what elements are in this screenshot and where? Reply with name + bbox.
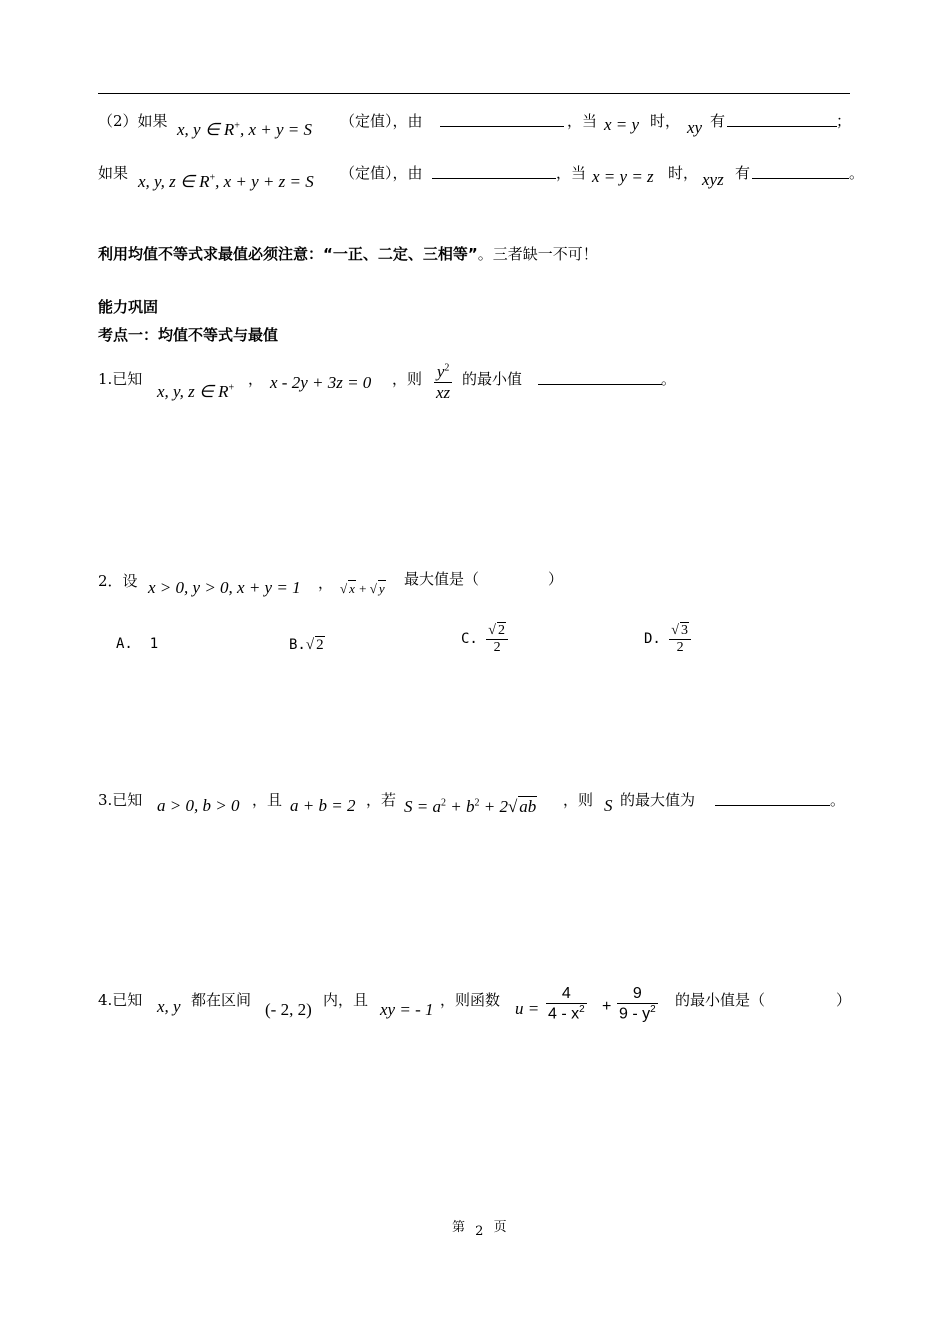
footer-post: 页	[493, 1220, 507, 1235]
item-3-when: ，当	[556, 164, 587, 182]
item-3-blank-1[interactable]	[432, 164, 556, 179]
item-2-end: ；	[836, 112, 852, 130]
q4-and: 内，且	[323, 991, 369, 1009]
item-3-time: 时，	[668, 164, 699, 182]
item-2-time: 时，	[650, 112, 681, 130]
q1-fraction: $\frac{y^2}{xz}$	[436, 362, 451, 402]
q4-plus: +	[602, 998, 612, 1015]
q3-label: 3.已知	[98, 791, 143, 809]
q1-then: ，则	[392, 370, 423, 388]
q3-condition: a > 0, b > 0	[157, 796, 240, 815]
q4-label: 4.已知	[98, 991, 143, 1009]
q3-blank[interactable]	[715, 791, 830, 806]
item-2-line	[98, 110, 168, 131]
q3-sum: a + b = 2	[290, 796, 356, 815]
section-title: 能力巩固	[98, 298, 159, 316]
q2-tail: 最大值是（	[404, 570, 480, 588]
item-3-product: xyz	[702, 170, 724, 189]
top-rule	[98, 93, 850, 94]
item-2-equality: x = y	[604, 115, 640, 134]
item-3-end: 。	[849, 164, 865, 182]
item-3-label: 如果	[98, 164, 129, 182]
q1-blank[interactable]	[538, 370, 662, 385]
q2-label: 2．设	[98, 572, 138, 590]
item-2-condition: x, y ∈ R+, x + y = S	[177, 120, 312, 139]
q1-equation: x - 2y + 3z = 0	[270, 373, 372, 392]
q1-end: 。	[661, 370, 677, 388]
notice-line	[98, 243, 598, 264]
q3-end: 。	[830, 791, 846, 809]
q4-func: ，则函数	[440, 991, 501, 1009]
item-3-fixed-text: （定值），由	[340, 164, 423, 182]
q3-if: ，若	[366, 791, 397, 809]
notice-bold: 利用均值不等式求最值必须注意：“一正、二定、三相等”	[98, 245, 478, 263]
q2-close: ）	[548, 570, 564, 588]
item-3-has: 有	[735, 164, 751, 182]
item-2-blank-2[interactable]	[727, 112, 837, 127]
q4-in: 都在区间	[191, 991, 252, 1009]
footer-pre: 第	[452, 1220, 466, 1235]
q2-comma: ，	[318, 574, 334, 592]
q2-option-c[interactable]: C. $\frac{√ 2}{2}$	[461, 622, 508, 656]
item-3-blank-2[interactable]	[752, 164, 849, 179]
q4-tail: 的最小值是（	[675, 991, 766, 1009]
q4-close: ）	[836, 991, 852, 1009]
item-2-has: 有	[710, 112, 726, 130]
q4-product: xy = - 1	[380, 1000, 434, 1019]
q2-condition: x > 0, y > 0, x + y = 1	[148, 578, 301, 597]
q3-s-expression: $S = a^2 + b^2 + 2√$ ab	[404, 797, 537, 816]
q4-fraction-1: $\frac{4}{4 - x^2}$	[548, 985, 585, 1023]
q1-condition: x, y, z ∈ R+	[157, 382, 235, 401]
notice-rest: 。三者缺一不可！	[477, 245, 598, 263]
item-2-blank-1[interactable]	[440, 112, 564, 127]
q3-and: ，且	[252, 791, 283, 809]
q4-u: u =	[515, 999, 540, 1018]
q2-option-a[interactable]: A. 1	[116, 636, 159, 652]
q1-tail: 的最小值	[462, 370, 523, 388]
q2-option-d[interactable]: D. $\frac{√ 3}{2}$	[644, 622, 691, 656]
q1-label: 1.已知	[98, 370, 143, 388]
page-footer	[452, 1216, 507, 1239]
item-2-fixed-text: （定值），由	[340, 112, 423, 130]
page-number: 2	[475, 1224, 484, 1239]
q3-s: S	[604, 796, 613, 815]
item-2-product: xy	[687, 118, 703, 137]
q4-interval: (- 2, 2)	[265, 1000, 312, 1019]
item-3-condition: x, y, z ∈ R+, x + y + z = S	[138, 172, 314, 191]
item-3-equality: x = y = z	[592, 167, 654, 186]
q2-expression: √ x + √ y	[340, 581, 385, 596]
subsection-title: 考点一：均值不等式与最值	[98, 326, 279, 344]
item-2-label: （2）如果	[98, 112, 168, 130]
q3-then: ，则	[563, 791, 594, 809]
q4-vars: x, y	[157, 997, 181, 1016]
q1-comma: ，	[248, 370, 264, 388]
item-2-when: ，当	[567, 112, 598, 130]
q4-fraction-2: $\frac{9}{9 - y^2}$	[619, 985, 656, 1023]
q3-tail: 的最大值为	[620, 791, 696, 809]
q2-option-b[interactable]: B.√ 2	[289, 637, 324, 653]
